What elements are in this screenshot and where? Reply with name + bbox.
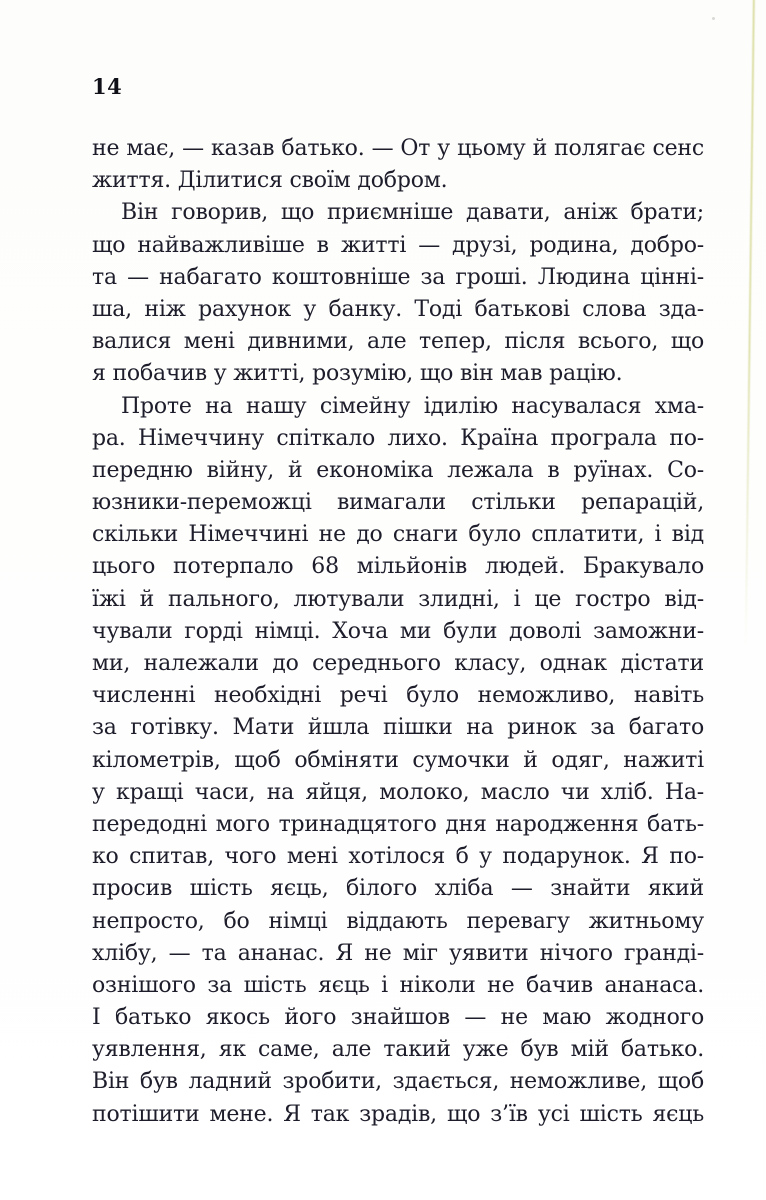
- text-line: Він був ладний зробити, здається, неможливе, щоб: [92, 1069, 704, 1095]
- text-line: у кращі часи, на яйця, молоко, масло чи хліб. На-: [92, 779, 704, 805]
- text-line: передодні мого тринадцятого дня народження бать-: [92, 811, 704, 837]
- text-line: та — набагато коштовніше за гроші. Людина цінні-: [92, 264, 704, 290]
- text-line: чували горді німці. Хоча ми були доволі заможни-: [92, 618, 704, 644]
- text-line: не має, — казав батько. — От у цьому й полягає сенс: [92, 136, 704, 161]
- scan-edge-artifact: [745, 0, 755, 648]
- text-line: юзники-переможці вимагали стільки репарацій,: [92, 490, 704, 516]
- text-line: кілометрів, щоб обміняти сумочки й одяг, нажиті: [92, 747, 704, 773]
- text-line: цього потерпало 68 мільйонів людей. Бракувало: [92, 554, 704, 580]
- page-number: 14: [92, 74, 123, 99]
- text-line: їжі й пального, лютували злидні, і це гостро від-: [92, 586, 704, 612]
- text-line: хлібу, — та ананас. Я не міг уявити нічого гранді-: [92, 940, 704, 966]
- text-line: ко спитав, чого мені хотілося б у подарунок. Я по-: [92, 844, 704, 870]
- text-line: Він говорив, що приємніше давати, аніж брати;: [121, 200, 704, 226]
- text-line: ознішого за шість яєць і ніколи не бачив ананаса.: [92, 972, 704, 998]
- scan-speck: [712, 17, 715, 20]
- text-line: за готівку. Мати йшла пішки на ринок за багато: [92, 715, 704, 741]
- text-line: що найважливіше в житті — друзі, родина, добро-: [92, 232, 704, 258]
- text-line: скільки Німеччині не до снаги було сплатити, і від: [92, 522, 704, 548]
- text-line: життя. Ділитися своїм добром.: [92, 168, 448, 194]
- text-line: передню війну, й економіка лежала в руїнах. Со-: [92, 457, 704, 483]
- text-line: валися мені дивними, але тепер, після всього, що: [92, 329, 704, 355]
- text-line: уявлення, як саме, але такий уже був мій батько.: [92, 1037, 704, 1063]
- text-line: ра. Німеччину спіткало лихо. Країна програла по-: [92, 425, 704, 451]
- text-line: я побачив у житті, розумію, що він мав рацію.: [92, 361, 623, 387]
- page-text: [92, 133, 704, 1131]
- text-line: потішити мене. Я так зрадів, що з’їв усі шість яєць: [92, 1101, 704, 1127]
- text-line: Проте на нашу сімейну ідилію насувалася хма-: [121, 393, 704, 419]
- text-line: непросто, бо німці віддають перевагу житньому: [92, 908, 704, 934]
- text-line: численні необхідні речі було неможливо, навіть: [92, 683, 704, 709]
- text-line: просив шість яєць, білого хліба — знайти який: [92, 876, 704, 902]
- text-line: ша, ніж рахунок у банку. Тоді батькові слова зда-: [92, 296, 704, 322]
- text-line: І батько якось його знайшов — не маю жодного: [92, 1005, 704, 1031]
- text-line: ми, належали до середнього класу, однак дістати: [92, 651, 704, 676]
